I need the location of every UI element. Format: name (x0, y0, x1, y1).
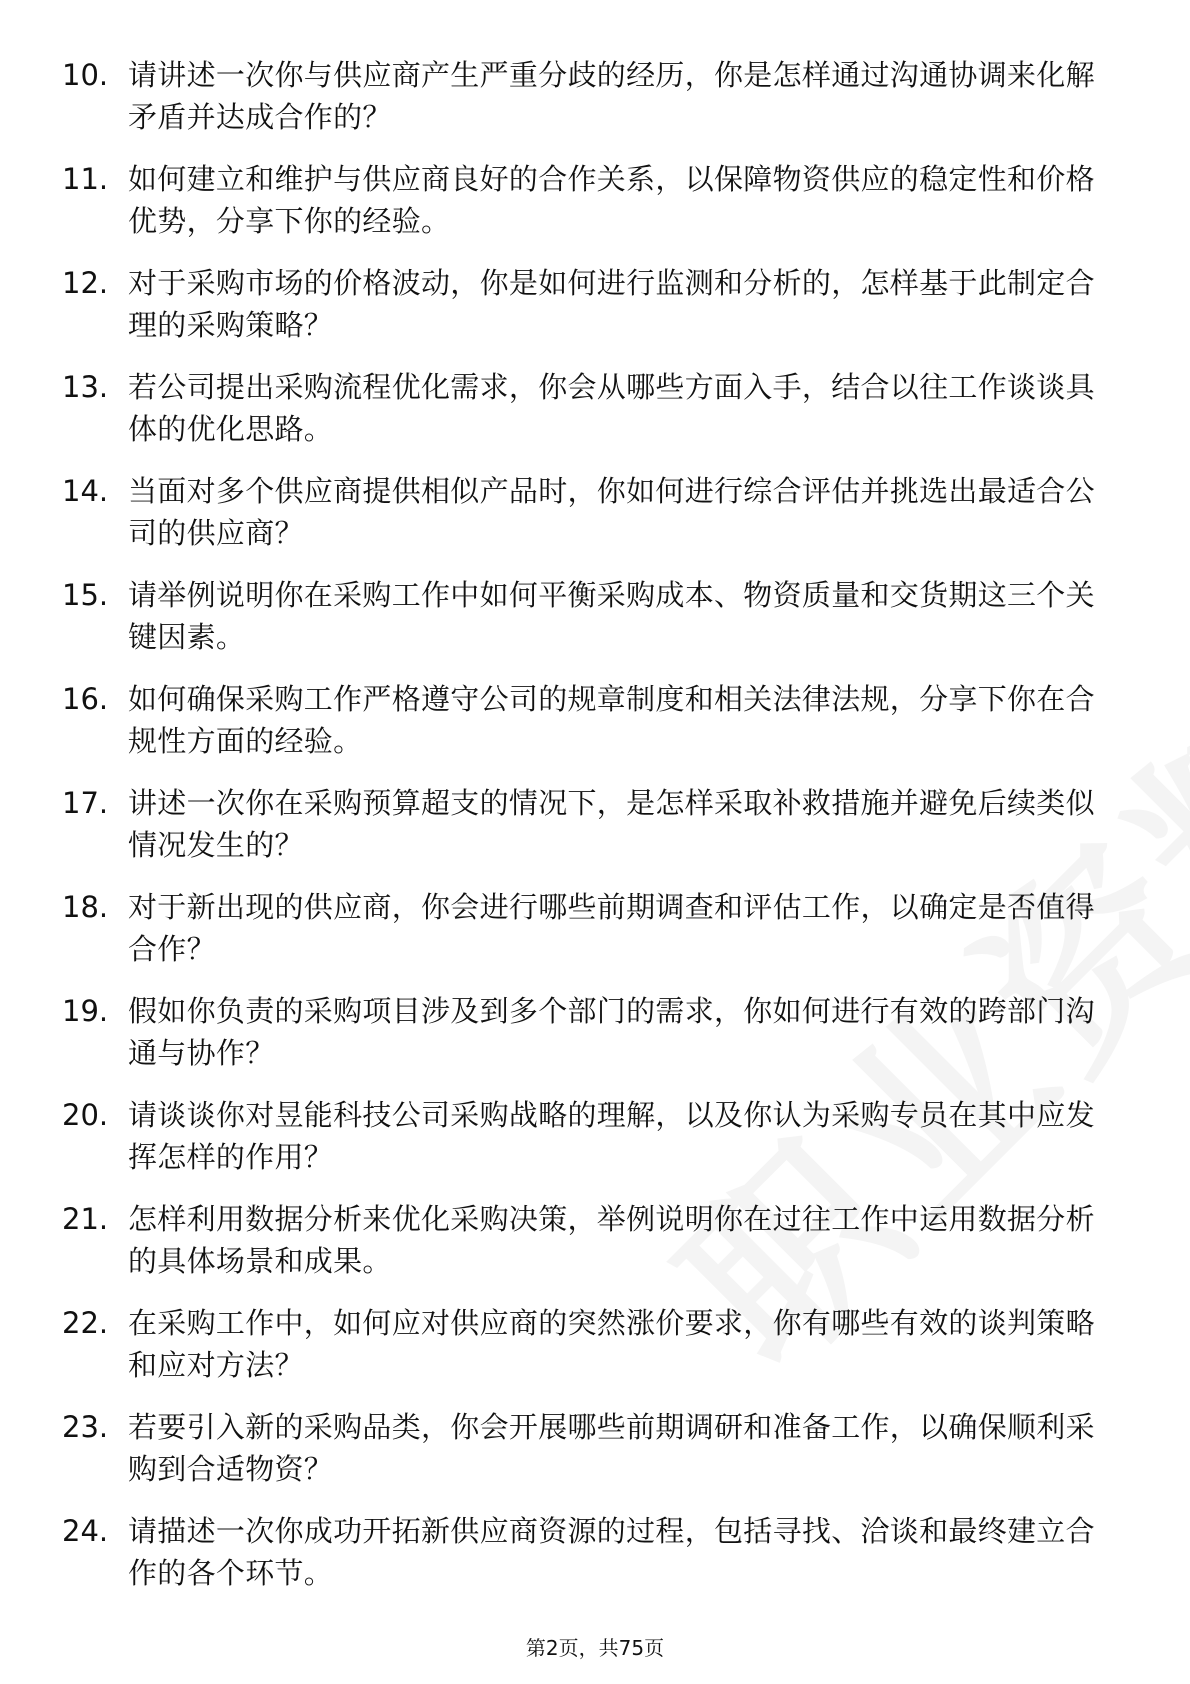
question-text: 如何确保采购工作严格遵守公司的规章制度和相关法律法规，分享下你在合规性方面的经验。 (128, 682, 1095, 758)
question-item-11 (62, 158, 1122, 262)
question-text: 假如你负责的采购项目涉及到多个部门的需求，你如何进行有效的跨部门沟通与协作？ (128, 994, 1095, 1070)
question-item-24 (62, 1510, 1122, 1614)
question-item-10 (62, 54, 1122, 158)
question-text: 请描述一次你成功开拓新供应商资源的过程，包括寻找、洽谈和最终建立合作的各个环节。 (128, 1514, 1095, 1590)
page-footer (0, 1632, 1190, 1661)
question-number: 12. (62, 266, 109, 300)
question-item-16 (62, 678, 1122, 782)
question-text: 若要引入新的采购品类，你会开展哪些前期调研和准备工作，以确保顺利采购到合适物资？ (128, 1410, 1095, 1486)
question-number: 16. (62, 682, 109, 716)
question-item-12 (62, 262, 1122, 366)
question-number: 19. (62, 994, 109, 1028)
question-number: 10. (62, 58, 109, 92)
question-item-23 (62, 1406, 1122, 1510)
question-number: 22. (62, 1306, 109, 1340)
question-text: 如何建立和维护与供应商良好的合作关系，以保障物资供应的稳定性和价格优势，分享下你的经验。 (128, 162, 1095, 238)
question-item-21 (62, 1198, 1122, 1302)
question-number: 24. (62, 1514, 109, 1548)
question-number: 14. (62, 474, 109, 508)
question-number: 11. (62, 162, 109, 196)
question-text: 当面对多个供应商提供相似产品时，你如何进行综合评估并挑选出最适合公司的供应商？ (128, 474, 1095, 550)
question-item-17 (62, 782, 1122, 886)
question-number: 20. (62, 1098, 109, 1132)
question-list (62, 54, 1122, 1614)
question-number: 15. (62, 578, 109, 612)
question-number: 17. (62, 786, 109, 820)
question-text: 对于采购市场的价格波动，你是如何进行监测和分析的，怎样基于此制定合理的采购策略？ (128, 266, 1095, 342)
question-number: 23. (62, 1410, 109, 1444)
question-text: 怎样利用数据分析来优化采购决策，举例说明你在过往工作中运用数据分析的具体场景和成果。 (128, 1202, 1095, 1278)
question-number: 21. (62, 1202, 109, 1236)
question-item-15 (62, 574, 1122, 678)
question-item-13 (62, 366, 1122, 470)
question-item-14 (62, 470, 1122, 574)
question-text: 请讲述一次你与供应商产生严重分歧的经历，你是怎样通过沟通协调来化解矛盾并达成合作的？ (128, 58, 1095, 134)
question-text: 请谈谈你对昱能科技公司采购战略的理解，以及你认为采购专员在其中应发挥怎样的作用？ (128, 1098, 1095, 1174)
question-number: 18. (62, 890, 109, 924)
question-item-20 (62, 1094, 1122, 1198)
question-item-22 (62, 1302, 1122, 1406)
question-text: 对于新出现的供应商，你会进行哪些前期调查和评估工作，以确定是否值得合作？ (128, 890, 1095, 966)
question-item-18 (62, 886, 1122, 990)
question-text: 在采购工作中，如何应对供应商的突然涨价要求，你有哪些有效的谈判策略和应对方法？ (128, 1306, 1095, 1382)
question-text: 讲述一次你在采购预算超支的情况下，是怎样采取补救措施并避免后续类似情况发生的？ (128, 786, 1095, 862)
question-text: 请举例说明你在采购工作中如何平衡采购成本、物资质量和交货期这三个关键因素。 (128, 578, 1095, 654)
question-item-19 (62, 990, 1122, 1094)
page-number-label: 第2页，共75页 (525, 1636, 665, 1660)
question-text: 若公司提出采购流程优化需求，你会从哪些方面入手，结合以往工作谈谈具体的优化思路。 (128, 370, 1095, 446)
question-number: 13. (62, 370, 109, 404)
